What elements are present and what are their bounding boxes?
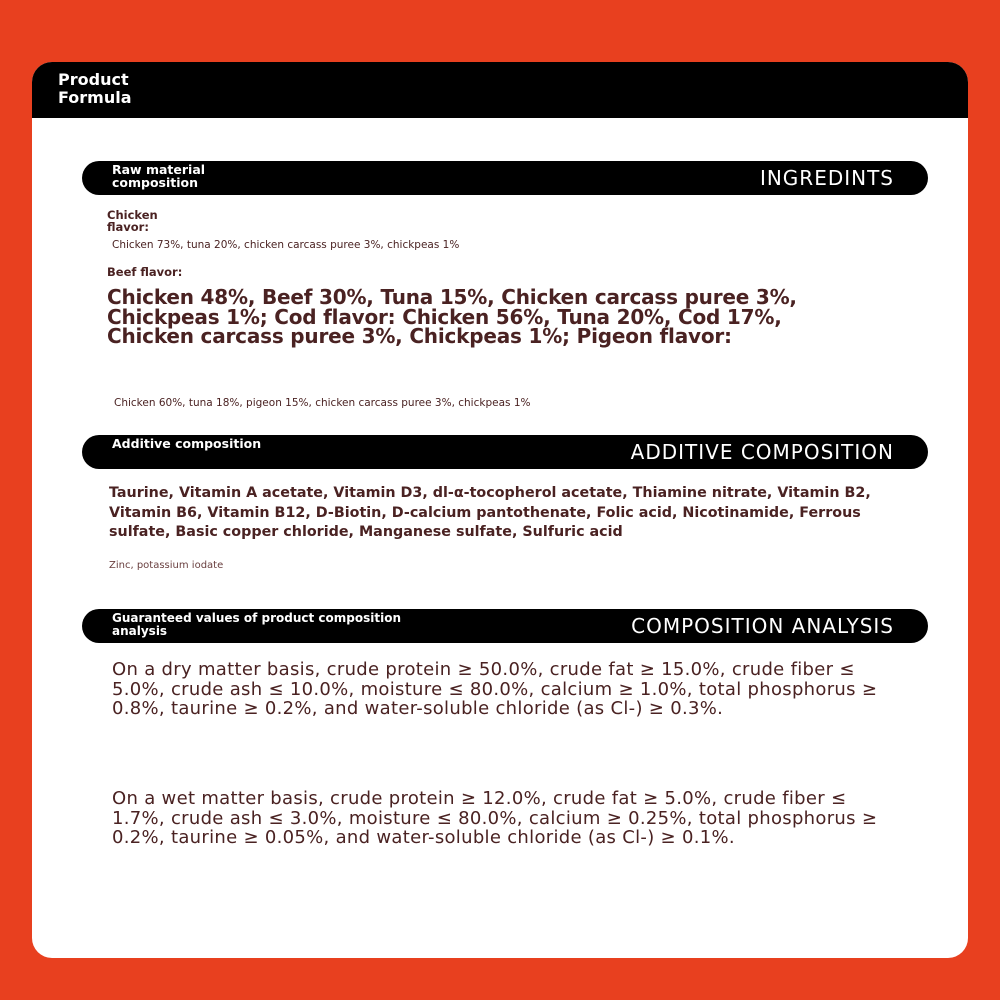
additive-bar <box>82 435 928 469</box>
chicken-flavor-label: Chicken flavor: <box>107 208 158 234</box>
analysis-label: Guaranteed values of product composition analysis <box>112 611 402 638</box>
beef-flavor-label: Beef flavor: <box>107 265 183 279</box>
analysis-bar <box>82 609 928 643</box>
card-header <box>32 62 968 118</box>
pigeon-flavor-text: Chicken 60%, tuna 18%, pigeon 15%, chicken carcass puree 3%, chickpeas 1% <box>114 397 531 409</box>
page-title: Product Formula <box>58 70 132 107</box>
raw-material-bar <box>82 161 928 195</box>
wet-matter-text: On a wet matter basis, crude protein ≥ 12.0%, crude fat ≥ 5.0%, crude fiber ≤ 1.7%, crude ash ≤ 3.0%, moisture ≤ 80.0%, calcium ≥ 0.25%, total phosphorus ≥ 0.2%, taurine ≥ 0.05%, and water-soluble chloride (as Cl-) ≥ 0.1%. <box>112 788 878 848</box>
additive-heading: ADDITIVE COMPOSITION <box>630 440 894 464</box>
additive-extra-text: Zinc, potassium iodate <box>109 560 224 571</box>
dry-matter-text: On a dry matter basis, crude protein ≥ 50.0%, crude fat ≥ 15.0%, crude fiber ≤ 5.0%, crude ash ≤ 10.0%, moisture ≤ 80.0%, calcium ≥ 1.0%, total phosphorus ≥ 0.8%, taurine ≥ 0.2%, and water-soluble chloride (as Cl-) ≥ 0.3%. <box>112 659 878 719</box>
chicken-flavor-text: Chicken 73%, tuna 20%, chicken carcass puree 3%, chickpeas 1% <box>112 239 460 251</box>
ingredients-heading: INGREDINTS <box>759 166 894 190</box>
product-formula-card <box>32 62 968 958</box>
beef-cod-pigeon-text: Chicken 48%, Beef 30%, Tuna 15%, Chicken carcass puree 3%, Chickpeas 1%; Cod flavor: Chicken 56%, Tuna 20%, Cod 17%, Chicken carcass puree 3%, Chickpeas 1%; Pigeon flavor: <box>107 285 797 348</box>
raw-material-label: Raw material composition <box>112 162 206 190</box>
analysis-heading: COMPOSITION ANALYSIS <box>631 614 894 638</box>
additive-label: Additive composition <box>112 436 262 451</box>
additive-text: Taurine, Vitamin A acetate, Vitamin D3, dl-α-tocopherol acetate, Thiamine nitrate, Vitamin B2, Vitamin B6, Vitamin B12, D-Biotin, D-calcium pantothenate, Folic acid, Nicotinamide, Ferrous sulfate, Basic copper chloride, Manganese sulfate, Sulfuric acid <box>109 485 871 540</box>
